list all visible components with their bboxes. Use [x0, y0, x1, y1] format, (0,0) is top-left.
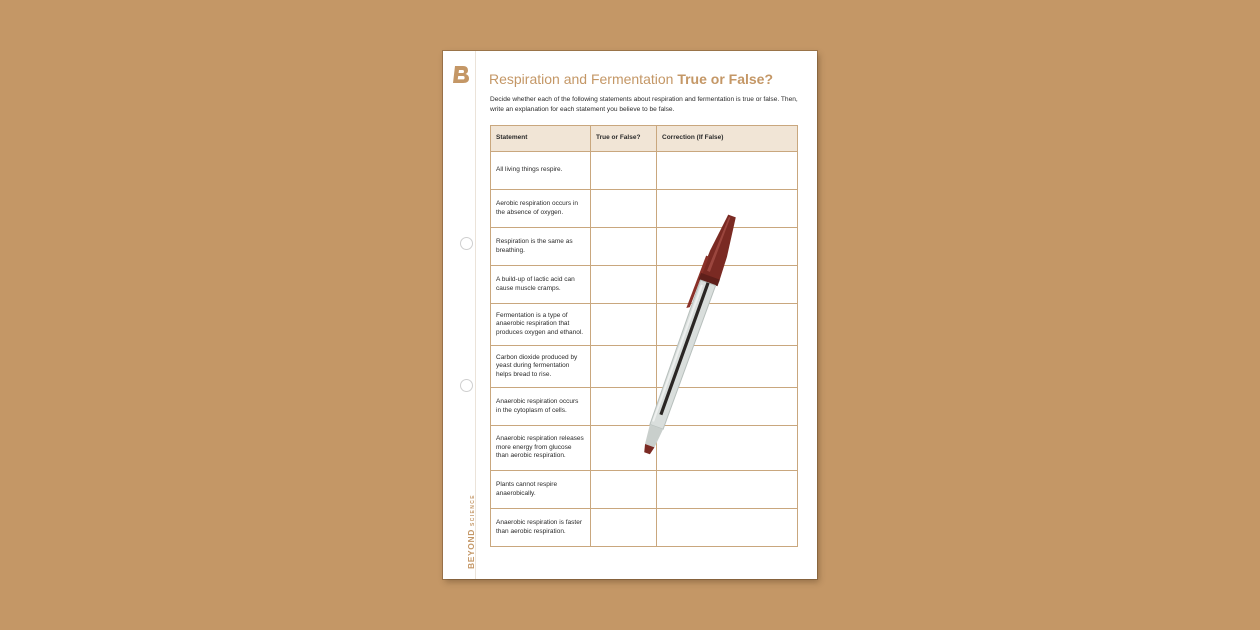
answer-cell	[591, 304, 657, 346]
correction-cell	[657, 426, 798, 471]
header-correction: Correction (If False)	[657, 126, 798, 152]
table-row	[491, 190, 798, 228]
statement-cell: Respiration is the same as breathing.	[491, 228, 591, 266]
punch-hole	[460, 379, 473, 392]
true-false-table	[490, 125, 798, 547]
table-row	[491, 152, 798, 190]
statement-cell: A build-up of lactic acid can cause muscle cramps.	[491, 266, 591, 304]
answer-cell	[591, 152, 657, 190]
correction-cell	[657, 304, 798, 346]
statement-cell: Anaerobic respiration occurs in the cytoplasm of cells.	[491, 388, 591, 426]
table-row	[491, 304, 798, 346]
correction-cell	[657, 346, 798, 388]
statement-cell: Fermentation is a type of anaerobic respiration that produces oxygen and ethanol.	[491, 304, 591, 346]
statement-cell: Anaerobic respiration is faster than aerobic respiration.	[491, 509, 591, 547]
title-light: Respiration and Fermentation	[489, 71, 678, 87]
table-row	[491, 266, 798, 304]
beyond-logo-icon	[450, 63, 472, 85]
correction-cell	[657, 509, 798, 547]
answer-cell	[591, 426, 657, 471]
punch-hole	[460, 237, 473, 250]
statement-cell: Aerobic respiration occurs in the absence of oxygen.	[491, 190, 591, 228]
worksheet-title	[489, 71, 773, 87]
brand-secondary: SCIENCE	[470, 494, 476, 527]
answer-cell	[591, 266, 657, 304]
answer-cell	[591, 190, 657, 228]
table-row	[491, 471, 798, 509]
table-row	[491, 228, 798, 266]
answer-cell	[591, 509, 657, 547]
answer-cell	[591, 228, 657, 266]
table-row	[491, 509, 798, 547]
table-row	[491, 346, 798, 388]
brand-primary: BEYOND	[466, 529, 476, 569]
table-header-row	[491, 126, 798, 152]
table-row	[491, 426, 798, 471]
correction-cell	[657, 388, 798, 426]
correction-cell	[657, 266, 798, 304]
answer-cell	[591, 471, 657, 509]
header-statement: Statement	[491, 126, 591, 152]
correction-cell	[657, 190, 798, 228]
correction-cell	[657, 471, 798, 509]
table-row	[491, 388, 798, 426]
title-bold: True or False?	[677, 71, 774, 87]
header-true-or-false: True or False?	[591, 126, 657, 152]
worksheet-instructions: Decide whether each of the following statements about respiration and fermentation is true or false. Then, write an explanation for each statement you believe to be false.	[490, 96, 798, 113]
statement-cell: Anaerobic respiration releases more energy from glucose than aerobic respiration.	[491, 426, 591, 471]
correction-cell	[657, 228, 798, 266]
side-brand	[461, 494, 479, 569]
answer-cell	[591, 388, 657, 426]
statement-cell: Plants cannot respire anaerobically.	[491, 471, 591, 509]
worksheet-page	[443, 51, 817, 579]
correction-cell	[657, 152, 798, 190]
answer-cell	[591, 346, 657, 388]
statement-cell: Carbon dioxide produced by yeast during fermentation helps bread to rise.	[491, 346, 591, 388]
statement-cell: All living things respire.	[491, 152, 591, 190]
